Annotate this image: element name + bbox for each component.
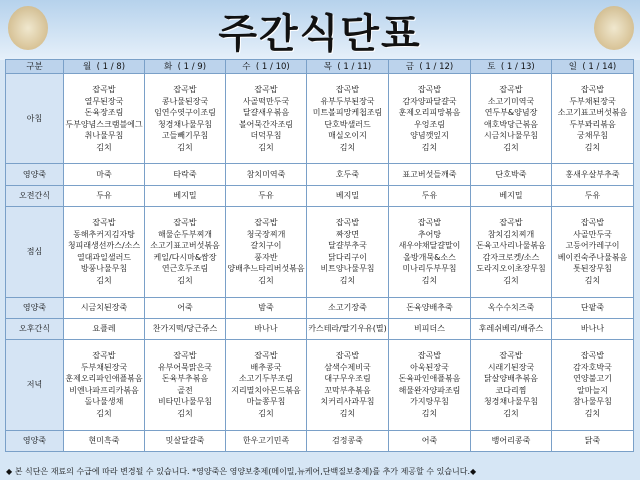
menu-cell: 돈육양배추죽 [389, 297, 471, 318]
day-name: 월 [82, 61, 92, 72]
menu-item: 새우야채달걀말이 [398, 241, 461, 251]
menu-cell [307, 74, 389, 164]
menu-item: 가지탕무침 [410, 397, 449, 407]
menu-item: 연두부&양념장 [484, 108, 538, 118]
menu-item: 훈제오리파인애플볶음 [65, 374, 143, 384]
menu-row [6, 297, 634, 318]
menu-item: 지리멸치아몬드볶음 [231, 385, 301, 395]
menu-item: 두부채된장국 [569, 96, 616, 106]
menu-cell: 카스테라/딸기우유(멸) [307, 318, 389, 339]
menu-item: 돈육장조림 [84, 108, 124, 118]
menu-item: 청피래생선까스/소스 [67, 241, 141, 251]
menu-item: 김치 [421, 408, 438, 418]
menu-cell [307, 207, 389, 297]
menu-item: 아욱된장국 [410, 362, 449, 372]
menu-cell: 한우고기민족 [226, 430, 307, 451]
menu-cell: 두유 [226, 185, 307, 206]
menu-cell: 뱅어리콩죽 [471, 430, 552, 451]
menu-item: 닭살양배추볶음 [483, 374, 539, 384]
menu-item: 김치 [177, 142, 193, 152]
menu-item: 잡곡밥 [499, 218, 523, 228]
menu-item: 우엉조림 [414, 119, 445, 129]
menu-cell: 요플레 [64, 318, 145, 339]
menu-item: 애호박당근볶음 [483, 119, 539, 129]
menu-item: 잡곡밥 [254, 218, 278, 228]
day-date: ( 1 / 12) [419, 61, 454, 72]
menu-item: 잡곡밥 [417, 85, 442, 95]
menu-cell: 옥수수치즈죽 [471, 297, 552, 318]
day-name: 목 [323, 61, 332, 72]
row-label: 영양죽 [6, 430, 64, 451]
menu-item: 연양불고기 [573, 374, 612, 384]
menu-cell [307, 340, 389, 430]
menu-cell [471, 207, 552, 297]
menu-cell [552, 340, 634, 430]
menu-item: 김치 [177, 408, 193, 418]
menu-item: 잡곡밥 [254, 85, 278, 95]
menu-cell: 찬가지떡/당근쥬스 [145, 318, 226, 339]
menu-item: 감자양파달걀국 [402, 96, 457, 106]
menu-item: 잡곡밥 [173, 85, 197, 95]
menu-item: 미나리두부무침 [402, 264, 457, 274]
menu-item: 추어탕 [417, 229, 442, 239]
menu-item: 톳된장무침 [573, 264, 612, 274]
menu-item: 유부어묵맑은국 [157, 362, 213, 372]
menu-item: 두부꽈리볶음 [569, 119, 616, 129]
menu-item: 콩나물된장국 [161, 96, 209, 106]
menu-row [6, 74, 634, 164]
menu-cell [552, 74, 634, 164]
menu-item: 잡곡밥 [335, 85, 360, 95]
menu-item: 해물완자양파조림 [398, 385, 461, 395]
menu-cell: 단팥죽 [552, 297, 634, 318]
menu-item: 참나물무침 [573, 397, 612, 407]
menu-item: 시래기된장국 [487, 362, 535, 372]
menu-item: 김치 [339, 275, 356, 285]
menu-cell: 바나나 [226, 318, 307, 339]
menu-item: 잡곡밥 [417, 218, 442, 228]
menu-item: 갈치구이 [250, 241, 282, 251]
menu-cell: 두유 [64, 185, 145, 206]
menu-row [6, 185, 634, 206]
menu-item: 열대과일샐러드 [76, 252, 132, 262]
day-date: ( 1 / 11) [337, 61, 372, 72]
menu-cell [145, 340, 226, 430]
menu-item: 김치 [258, 408, 274, 418]
weekly-menu-table [5, 59, 634, 452]
menu-row [6, 164, 634, 185]
header-day-2 [226, 60, 307, 74]
menu-item: 김치 [258, 275, 274, 285]
day-name: 토 [487, 61, 496, 72]
menu-cell [64, 74, 145, 164]
menu-item: 더덕무침 [250, 131, 282, 141]
menu-item: 김치 [258, 142, 274, 152]
day-name: 금 [405, 61, 414, 72]
menu-row [6, 207, 634, 297]
footnote: ◆ 본 식단은 재료의 수급에 따라 변경될 수 있습니다. *영양죽은 영양보충제(메이밀,뉴케어,단백질보충제)를 추가 제공할 수 있습니다.◆ [6, 467, 477, 476]
menu-cell [226, 74, 307, 164]
menu-item: 소고기미역국 [487, 96, 535, 106]
menu-item: 잡곡밥 [92, 351, 116, 361]
menu-item: 미트볼피망케첩조림 [312, 108, 383, 118]
menu-item: 열무된장국 [84, 96, 124, 106]
menu-item: 잡곡밥 [580, 351, 605, 361]
menu-item: 훈제오리피망볶음 [398, 108, 461, 118]
menu-item: 고등어카레구이 [565, 241, 620, 251]
menu-item: 임연수엿구이조림 [154, 108, 216, 118]
menu-cell: 호두죽 [307, 164, 389, 185]
menu-item: 비엔나파프리카볶음 [69, 385, 139, 395]
day-date: ( 1 / 14) [582, 61, 617, 72]
menu-item: 올방개묵&소스 [403, 252, 456, 262]
menu-cell: 밤죽 [226, 297, 307, 318]
row-label: 점심 [6, 207, 64, 297]
menu-item: 사골떡만두국 [242, 96, 290, 106]
menu-item: 궁채무침 [577, 131, 608, 141]
day-date: ( 1 / 8) [96, 61, 126, 72]
menu-item: 코다리찜 [495, 385, 527, 395]
menu-item: 풍자반 [254, 252, 278, 262]
menu-cell [471, 74, 552, 164]
menu-item: 닭다리구이 [328, 252, 367, 262]
menu-item: 케일/다시마&쌈장 [153, 252, 217, 262]
menu-item: 골전 [177, 385, 193, 395]
day-date: ( 1 / 10) [255, 61, 290, 72]
menu-item: 동해추커지김자탕 [73, 229, 135, 239]
menu-cell: 어죽 [145, 297, 226, 318]
menu-row [6, 340, 634, 430]
row-label: 아침 [6, 74, 64, 164]
menu-cell: 베지밀 [471, 185, 552, 206]
day-name: 일 [568, 61, 577, 72]
menu-item: 소고기표고버섯볶음 [557, 108, 628, 118]
menu-item: 잡곡밥 [254, 351, 278, 361]
menu-item: 김치 [339, 142, 356, 152]
menu-item: 돌나물생채 [84, 397, 124, 407]
menu-item: 잡곡밥 [417, 351, 442, 361]
menu-item: 도라지오이초장무침 [476, 264, 546, 274]
menu-item: 두부양념스크램블에그 [65, 119, 143, 129]
menu-item: 김치 [421, 275, 438, 285]
menu-cell: 타락죽 [145, 164, 226, 185]
menu-cell [145, 207, 226, 297]
row-label: 영양죽 [6, 297, 64, 318]
menu-item: 방풍나물무침 [80, 264, 128, 274]
header-day-5 [471, 60, 552, 74]
row-label: 오후간식 [6, 318, 64, 339]
menu-cell [64, 207, 145, 297]
menu-item: 김치 [177, 275, 193, 285]
menu-item: 대구무우조림 [324, 374, 371, 384]
menu-item: 양념깻잎지 [410, 131, 449, 141]
menu-item: 잡곡밥 [173, 351, 197, 361]
menu-item: 비타민나물무침 [157, 397, 213, 407]
menu-cell: 표고버섯들깨죽 [389, 164, 471, 185]
menu-item: 청국장찌개 [246, 229, 286, 239]
row-label: 저녁 [6, 340, 64, 430]
menu-cell [64, 340, 145, 430]
menu-item: 김치 [503, 142, 519, 152]
menu-item: 잡곡밥 [499, 351, 523, 361]
page-title: 주간식단표 [218, 11, 422, 57]
row-label: 오전간식 [6, 185, 64, 206]
menu-cell [145, 74, 226, 164]
menu-item: 꼬막부추볶음 [324, 385, 371, 395]
menu-item: 삼색수제비국 [324, 362, 371, 372]
day-date: ( 1 / 13) [500, 61, 535, 72]
menu-cell: 참치미역죽 [226, 164, 307, 185]
menu-item: 김치 [96, 142, 112, 152]
menu-item: 잡곡밥 [335, 351, 360, 361]
menu-item: 배추콩국 [250, 362, 282, 372]
menu-cell: 현미흑죽 [64, 430, 145, 451]
menu-cell: 검정콩죽 [307, 430, 389, 451]
menu-item: 김치 [96, 275, 112, 285]
menu-item: 잡곡밥 [335, 218, 360, 228]
menu-item: 소고기표고버섯볶음 [150, 241, 220, 251]
menu-cell: 베지밀 [145, 185, 226, 206]
menu-item: 시금치나물무침 [483, 131, 539, 141]
menu-item: 잡곡밥 [580, 218, 605, 228]
menu-item: 참치김치찌개 [487, 229, 535, 239]
menu-row [6, 318, 634, 339]
menu-item: 매실오이지 [328, 131, 367, 141]
menu-item: 김치 [503, 408, 519, 418]
menu-item: 김치 [503, 275, 519, 285]
menu-item: 잡곡밥 [499, 85, 523, 95]
menu-item: 소고기두부조림 [238, 374, 294, 384]
menu-item: 양배추느타리버섯볶음 [227, 264, 305, 274]
menu-item: 감자크로켓/소스 [482, 252, 540, 262]
menu-item: 김치 [584, 275, 601, 285]
day-date: ( 1 / 9) [177, 61, 207, 72]
menu-cell [389, 207, 471, 297]
header-day-3 [307, 60, 389, 74]
menu-item: 베이컨숙주나물볶음 [557, 252, 628, 262]
menu-cell: 바나나 [552, 318, 634, 339]
menu-item: 치커리사과무침 [320, 397, 375, 407]
menu-item: 김치 [96, 408, 112, 418]
menu-item: 잡곡밥 [580, 85, 605, 95]
menu-body [6, 74, 634, 452]
menu-item: 김치 [421, 142, 438, 152]
menu-item: 잡곡밥 [92, 85, 116, 95]
menu-item: 연근호두조림 [161, 264, 209, 274]
menu-item: 사골만두국 [573, 229, 612, 239]
menu-cell: 밋살달걀죽 [145, 430, 226, 451]
menu-item: 두부채된장국 [80, 362, 128, 372]
menu-cell: 어죽 [389, 430, 471, 451]
menu-cell: 단호박죽 [471, 164, 552, 185]
menu-cell: 두유 [389, 185, 471, 206]
row-label: 영양죽 [6, 164, 64, 185]
header-day-4 [389, 60, 471, 74]
menu-item: 청경채나물무침 [157, 119, 213, 129]
menu-item: 단호박샐러드 [324, 119, 371, 129]
menu-item: 고들빼기무침 [161, 131, 209, 141]
menu-item: 취나물무침 [84, 131, 124, 141]
menu-item: 김치 [584, 142, 601, 152]
menu-cell: 닭죽 [552, 430, 634, 451]
menu-cell [226, 340, 307, 430]
menu-cell: 비피더스 [389, 318, 471, 339]
menu-row [6, 430, 634, 451]
menu-cell [552, 207, 634, 297]
menu-cell [226, 207, 307, 297]
header-day-1 [145, 60, 226, 74]
header-row [6, 60, 634, 74]
menu-item: 마늘쫑무침 [246, 397, 286, 407]
menu-item: 감자호박국 [573, 362, 612, 372]
menu-item: 김치 [339, 408, 356, 418]
menu-item: 돈육파인애플볶음 [398, 374, 461, 384]
menu-item: 달걀새우볶음 [242, 108, 290, 118]
menu-item: 볼어묵간자조림 [238, 119, 294, 129]
header-day-6 [552, 60, 634, 74]
menu-item: 알마늘지 [577, 385, 608, 395]
menu-cell: 마죽 [64, 164, 145, 185]
day-name: 화 [163, 61, 173, 72]
menu-item: 돈육고사리나물볶음 [476, 241, 546, 251]
menu-cell: 소고기장죽 [307, 297, 389, 318]
menu-item: 짜장면 [335, 229, 360, 239]
menu-cell [471, 340, 552, 430]
menu-item: 청경채나물무침 [483, 397, 539, 407]
menu-cell [389, 340, 471, 430]
menu-cell: 홍새우살부추죽 [552, 164, 634, 185]
menu-item: 돈육부추볶음 [161, 374, 209, 384]
menu-item: 해물순두부찌개 [157, 229, 213, 239]
day-name: 수 [242, 61, 251, 72]
menu-item: 달걀부추국 [328, 241, 367, 251]
menu-item: 김치 [584, 408, 601, 418]
menu-item: 잡곡밥 [92, 218, 116, 228]
menu-cell: 후레쉬베리/배쥬스 [471, 318, 552, 339]
menu-cell: 시금치된장죽 [64, 297, 145, 318]
menu-item: 비트양나물무침 [320, 264, 375, 274]
menu-cell [389, 74, 471, 164]
menu-item: 잡곡밥 [173, 218, 197, 228]
menu-cell: 두유 [552, 185, 634, 206]
menu-item: 유부두부된장국 [320, 96, 375, 106]
menu-cell: 베지밀 [307, 185, 389, 206]
header-label: 구분 [6, 60, 64, 74]
header-day-0 [64, 60, 145, 74]
